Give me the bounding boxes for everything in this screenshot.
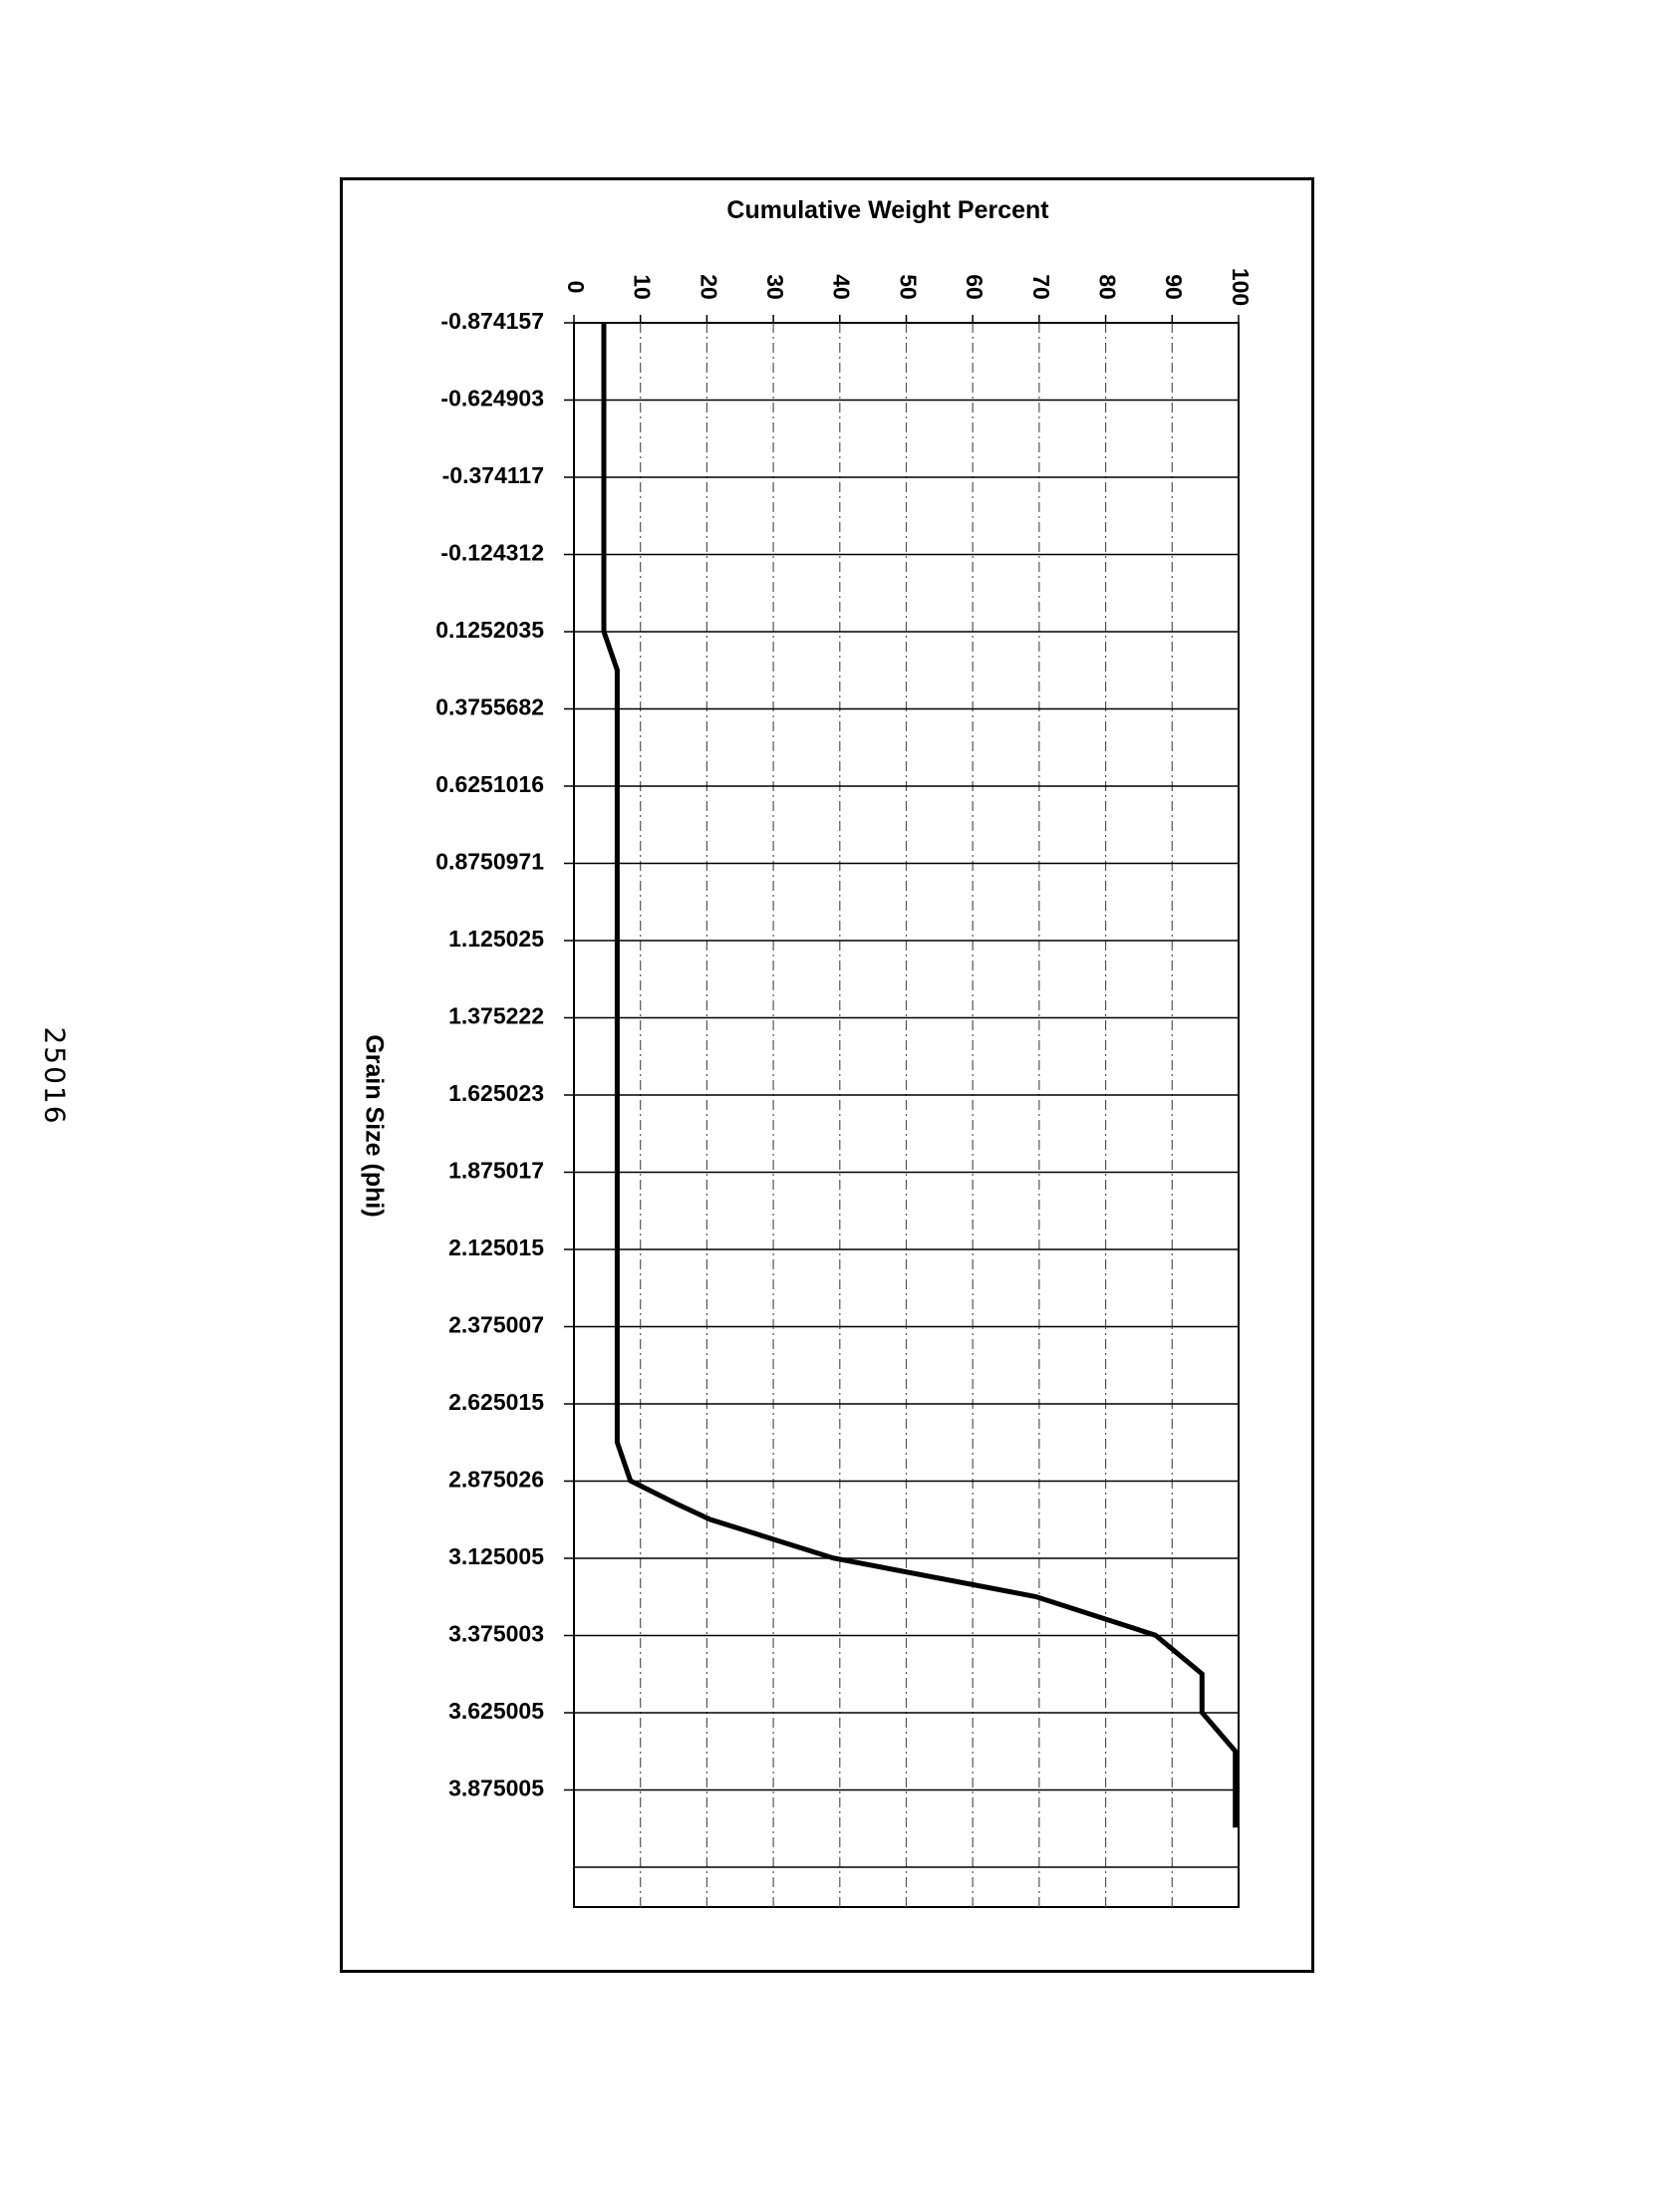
y-tick-label: 0.3755682 <box>435 693 544 720</box>
data-point <box>617 1442 618 1443</box>
x-tick-label: 70 <box>1027 274 1054 300</box>
data-point <box>604 323 605 324</box>
x-tick-label: 80 <box>1094 274 1121 300</box>
x-tick-label: 30 <box>762 274 789 300</box>
y-tick-label: 2.875026 <box>448 1466 544 1493</box>
data-point <box>1235 1751 1236 1752</box>
data-point <box>617 1172 618 1173</box>
data-point <box>833 1557 834 1558</box>
data-point <box>604 631 605 632</box>
y-tick-label: 3.125005 <box>448 1543 544 1570</box>
x-tick-label: 0 <box>562 280 589 294</box>
y-tick-label: 3.625005 <box>448 1698 544 1725</box>
y-tick-label: -0.124312 <box>440 539 544 566</box>
y-tick-label: 0.6251016 <box>435 771 544 798</box>
y-tick-label: 1.875017 <box>448 1157 544 1184</box>
y-tick-label: 0.8750971 <box>435 848 544 875</box>
data-point <box>1235 1789 1236 1790</box>
data-point <box>617 1403 618 1404</box>
data-point <box>617 863 618 864</box>
y-tick-label: 2.375007 <box>448 1311 544 1338</box>
y-axis-label: Grain Size (phi) <box>360 1034 389 1218</box>
data-point <box>617 940 618 941</box>
x-tick-label: 40 <box>828 274 855 300</box>
y-tick-label: -0.624903 <box>440 385 544 411</box>
y-tick-label: -0.874157 <box>440 308 544 335</box>
data-point <box>617 1094 618 1095</box>
data-point <box>1035 1596 1036 1597</box>
y-tick-label: 1.625023 <box>448 1080 544 1107</box>
data-point <box>604 554 605 555</box>
data-point <box>1155 1635 1156 1636</box>
y-tick-label: 2.625015 <box>448 1389 544 1416</box>
data-point <box>1202 1712 1203 1713</box>
data-point <box>617 785 618 786</box>
data-point <box>617 1017 618 1018</box>
x-tick-label: 60 <box>962 274 988 300</box>
y-tick-label: 3.375003 <box>448 1620 544 1647</box>
data-point <box>617 1326 618 1327</box>
x-tick-label: 90 <box>1161 274 1188 300</box>
chart-title: Cumulative Weight Percent <box>726 196 1049 224</box>
data-point <box>1202 1674 1203 1675</box>
x-tick-label: 20 <box>696 274 722 300</box>
data-point <box>604 477 605 478</box>
page-number: 25016 <box>38 1026 72 1126</box>
y-tick-label: 0.1252035 <box>435 617 544 644</box>
data-point <box>630 1481 631 1482</box>
y-tick-label: 3.875005 <box>448 1775 544 1801</box>
y-tick-label: 2.125015 <box>448 1234 544 1261</box>
data-point <box>709 1519 710 1520</box>
y-tick-label: 1.125025 <box>448 926 544 953</box>
data-point <box>617 670 618 671</box>
series-line-cumulative-weight <box>604 323 1236 1827</box>
x-tick-label: 10 <box>629 274 656 300</box>
x-tick-label: 100 <box>1227 267 1254 307</box>
data-point <box>677 1504 678 1505</box>
data-point <box>617 1248 618 1249</box>
data-point <box>617 708 618 709</box>
x-tick-label: 50 <box>895 274 922 300</box>
data-point <box>604 400 605 401</box>
y-tick-label: 1.375222 <box>448 1002 544 1029</box>
y-tick-label: -0.374117 <box>441 462 544 489</box>
